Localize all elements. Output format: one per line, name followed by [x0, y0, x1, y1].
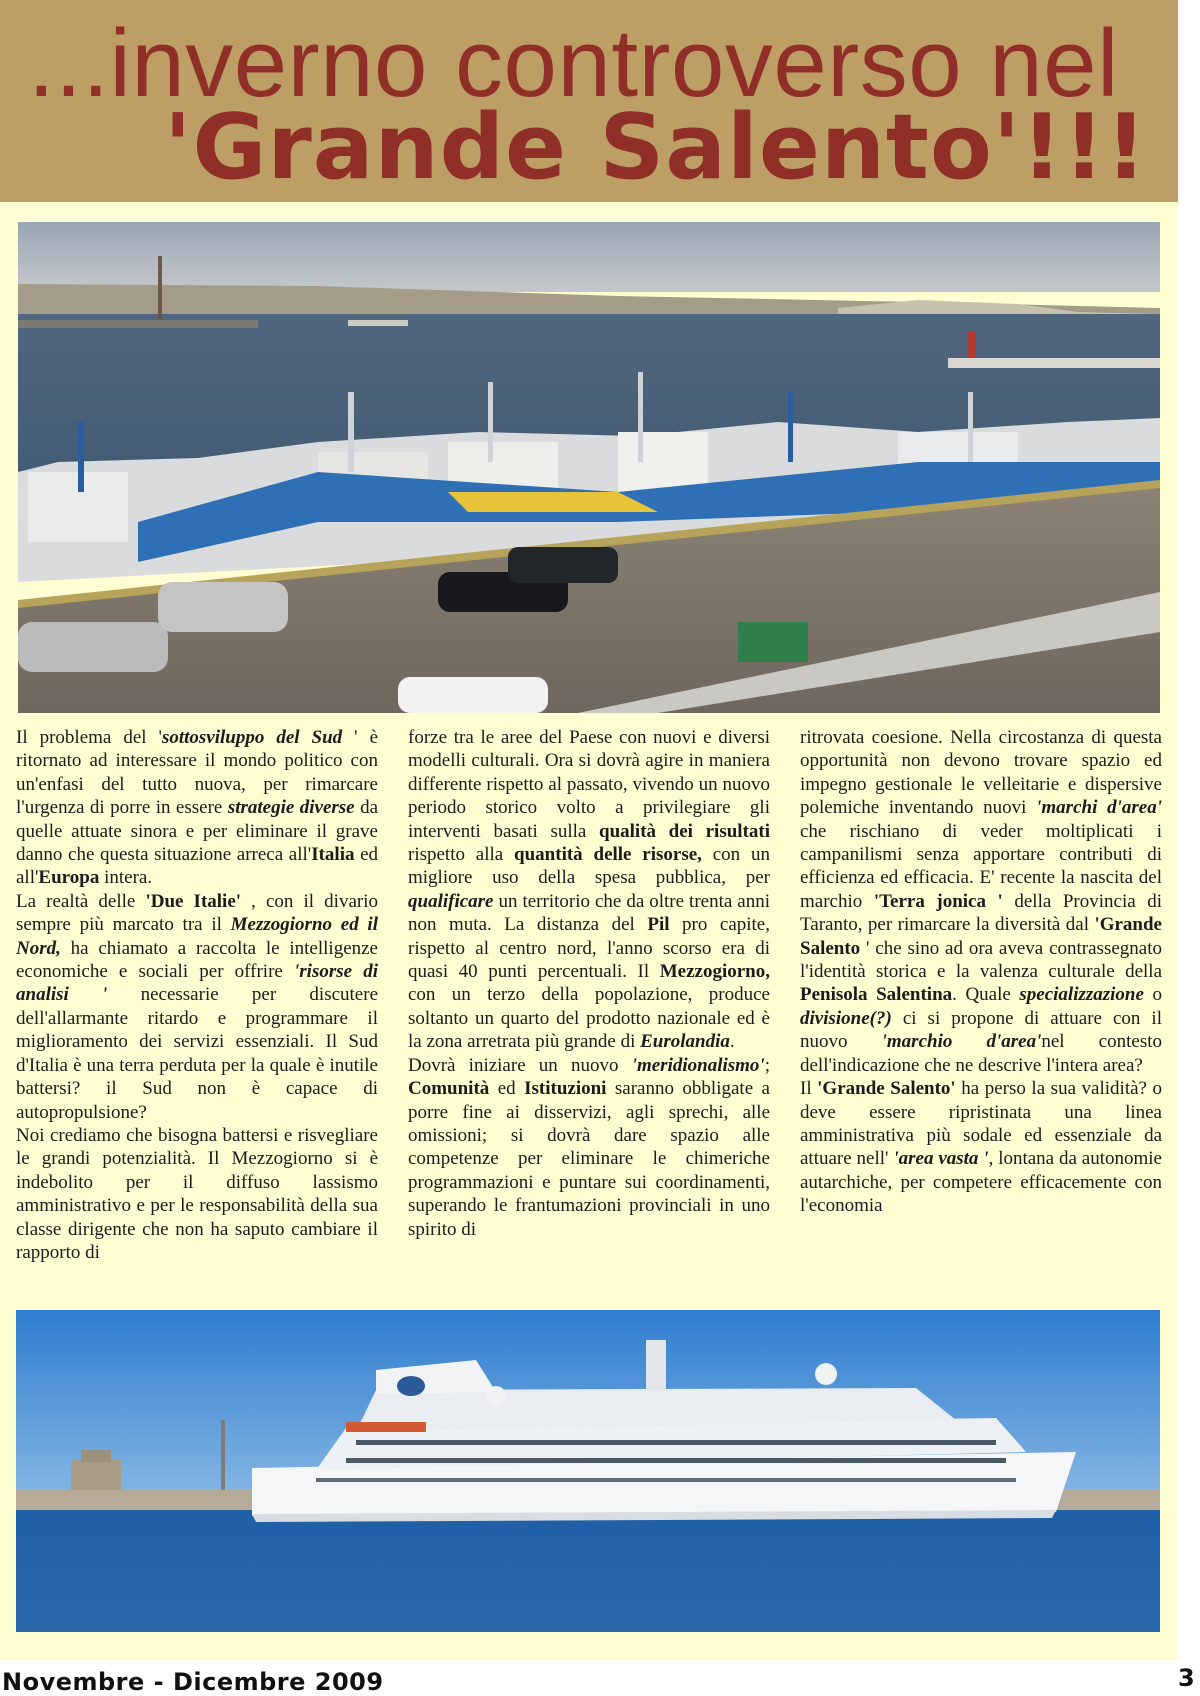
text-run: ritrovata coesione. Nella circostanza di questa opportunità non devono trovare spazio ed impegno gestionale le velleitarie e dispersive polemiche inventando nuovi [800, 727, 1162, 819]
text-run: Il [800, 1078, 818, 1100]
text-run: da quelle attuate sinora e per eliminare il grave danno che questa situazione arreca all' [16, 797, 378, 866]
article-column-2 [408, 726, 770, 1292]
article-paragraph [408, 1054, 770, 1241]
article-paragraph [408, 726, 770, 1054]
text-run: 'marchi d'area' [1036, 797, 1162, 819]
text-run: saranno obbligate a porre fine ai disservizi, agli sprechi, alle omissioni; si dovrà dare spazio alle competenze per eliminare le chimeriche programmazioni e puntare sui coordinamenti, superando le frantumazioni provinciali in uno spirito di [408, 1078, 770, 1240]
text-run: con un terzo della popolazione, produce soltanto un quarto del prodotto nazionale ed è la zona arretrata più grande di [408, 984, 770, 1053]
text-run: Pil [647, 914, 670, 936]
text-run: La realtà delle [16, 890, 146, 912]
text-run: Il problema del ' [16, 727, 162, 748]
article-column-1 [16, 726, 378, 1292]
text-run: rispetto alla [408, 844, 515, 866]
text-run: ' che sino ad ora aveva contrassegnato l'identità storica e la valenza culturale della [800, 937, 1162, 983]
page-number: 3 [1178, 1664, 1195, 1692]
text-run: forze tra le aree del Paese con nuovi e diversi modelli culturali. Ora si dovrà agire in maniera differente rispetto al passato, vivendo un nuovo periodo storico volto a privilegiare gli interventi basati sulla [408, 727, 770, 842]
harbor-fishing-boats-photo [18, 222, 1160, 713]
text-run: ha chiamato a raccolta le intelligenze economiche e sociali per offrire [16, 937, 378, 983]
article-paragraph [800, 726, 1162, 1077]
text-run: ed [489, 1078, 525, 1100]
issue-date: Novembre - Dicembre 2009 [2, 1668, 384, 1696]
text-run: 'meridionalismo' [631, 1054, 765, 1076]
text-run: quantità delle risorse, [514, 844, 702, 866]
text-run: qualificare [408, 890, 494, 912]
article-column-3 [800, 726, 1162, 1292]
article-paragraph [16, 726, 378, 890]
text-run: Italia [311, 844, 355, 866]
text-run: nel contesto dell'indicazione che ne descrive l'intera area? [800, 1031, 1162, 1076]
article-paragraph [16, 1124, 378, 1264]
text-run: che rischiano di veder moltiplicati i campanilismi senza apportare contributi di efficienza ed efficacia. E' recente la nascita del marchio [800, 820, 1162, 912]
article-paragraph [800, 1077, 1162, 1217]
text-run: intera. [99, 867, 153, 889]
text-run: con un migliore uso della spesa pubblica, per [408, 844, 770, 889]
text-run: 'area vasta ' [893, 1148, 989, 1170]
text-run: , con il divario sempre più marcato tra il [16, 890, 378, 936]
text-run: ha perso la sua validità? o deve essere ripristinata una linea amministrativa più sodale ed essenziale da attuare nell' [800, 1078, 1162, 1170]
text-run: ; [764, 1054, 770, 1076]
text-run: 'Terra jonica ' [873, 890, 1003, 912]
text-run: Europa [38, 867, 100, 889]
article-columns [16, 726, 1162, 1292]
text-run: qualità dei risultati [599, 820, 770, 842]
text-run: . Quale [952, 984, 1020, 1006]
title-line-2: 'Grande Salento'!!! [164, 95, 1148, 200]
text-run: Mezzogiorno ed il Nord, [16, 914, 378, 959]
text-run: Istituzioni [524, 1078, 607, 1100]
text-run: un territorio che da oltre trenta anni non muta. La distanza del [408, 890, 770, 936]
text-run: della Provincia di Taranto, per rimarcare la diversità dal [800, 890, 1162, 936]
title-line-1: ...inverno controverso nel [28, 10, 1119, 117]
text-run: ' è ritornato ad interessare il mondo politico con un'enfasi del tutto nuova, per rimarcare l'urgenza di porre in essere [16, 727, 378, 819]
text-run: 'Due Italie' [145, 890, 242, 912]
text-run: . [729, 1031, 735, 1053]
text-run: ci si propone di attuare con il nuovo [800, 1007, 1162, 1053]
text-run: ed all' [16, 844, 378, 889]
text-run: strategie diverse [227, 797, 355, 819]
text-run: necessarie per discutere dell'allarmante ritardo e programmare il miglioramento dei servizi essenziali. Il Sud d'Italia è una terra perduta per la quale è inutile battersi? il Sud non è capace di autopropulsione? [16, 984, 378, 1123]
text-run: specializzazione [1019, 984, 1144, 1006]
header-banner [0, 0, 1178, 202]
text-run: divisione(?) [800, 1007, 892, 1029]
text-run: Comunità [408, 1078, 490, 1100]
text-run: 'Grande Salento [800, 914, 1162, 959]
text-run: 'Grande Salento' [817, 1078, 956, 1100]
text-run: sottosviluppo del Sud [161, 727, 343, 748]
text-run: Eurolandia [640, 1031, 730, 1053]
cruise-ship-photo [16, 1310, 1160, 1632]
text-run: 'risorse di analisi ' [16, 961, 378, 1006]
text-run: Dovrà iniziare un nuovo [408, 1054, 632, 1076]
article-paragraph [16, 890, 378, 1124]
text-run: 'marchio d'area' [881, 1031, 1042, 1053]
text-run: Mezzogiorno, [659, 961, 770, 983]
text-run: pro capite, rispetto al centro nord, l'anno scorso era di quasi 40 punti percentuali. Il [408, 914, 770, 983]
text-run: Penisola Salentina [800, 984, 953, 1006]
text-run: , lontana da autonomie autarchiche, per competere efficacemente con l'economia [800, 1148, 1162, 1217]
text-run: o [1143, 984, 1162, 1006]
text-run: Noi crediamo che bisogna battersi e risvegliare le grandi potenzialità. Il Mezzogiorno si è indebolito per il diffuso lassismo amministrativo e per le responsabilità della sua classe dirigente che non ha saputo cambiare il rapporto di [16, 1124, 378, 1263]
